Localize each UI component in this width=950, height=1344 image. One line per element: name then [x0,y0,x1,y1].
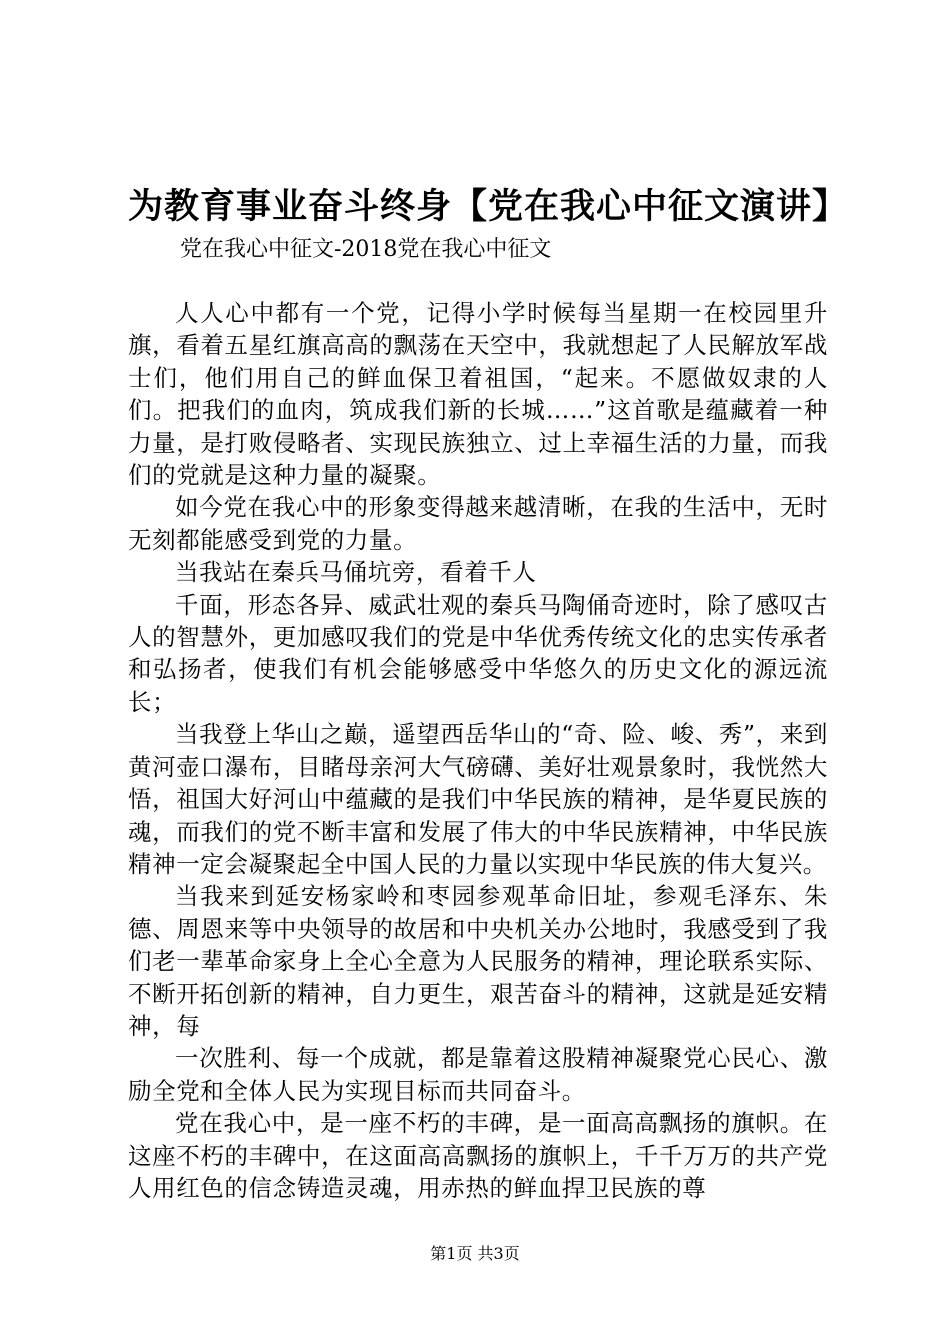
paragraph: 当我来到延安杨家岭和枣园参观革命旧址，参观毛泽东、朱德、周恩来等中央领导的故居和中央机关办公地时，我感受到了我们老一辈革命家身上全心全意为人民服务的精神，理论联系实际、不断开拓创新的精神，自力更生，艰苦奋斗的精神，这就是延安精神，每 [128,882,828,1040]
paragraph: 人人心中都有一个党，记得小学时候每当星期一在校园里升旗，看着五星红旗高高的飘荡在天空中，我就想起了人民解放军战士们，他们用自己的鲜血保卫着祖国，“起来。不愿做奴隶的人们。把我们的血肉，筑成我们新的长城……”这首歌是蕴藏着一种力量，是打败侵略者、实现民族独立、过上幸福生活的力量，而我们的党就是这种力量的凝聚。 [128,299,828,490]
paragraph: 如今党在我心中的形象变得越来越清晰，在我的生活中，无时无刻都能感受到党的力量。 [128,493,828,554]
page-footer: 第1页 共3页 [430,1244,520,1263]
paragraph: 千面，形态各异、威武壮观的秦兵马陶俑奇迹时，除了感叹古人的智慧外，更加感叹我们的党是中华优秀传统文化的忠实传承者和弘扬者，使我们有机会能够感受中华悠久的历史文化的源远流长； [128,590,828,716]
document-title: 为教育事业奋斗终身【党在我心中征文演讲】 [128,187,849,227]
document-body [128,297,828,1204]
paragraph: 当我登上华山之巅，遥望西岳华山的“奇、险、峻、秀”，来到黄河壶口瀑布，目睹母亲河大气磅礴、美好壮观景象时，我恍然大悟，祖国大好河山中蕴藏的是我们中华民族的精神，是华夏民族的魂，而我们的党不断丰富和发展了伟大的中华民族精神，中华民族精神一定会凝聚起全中国人民的力量以实现中华民族的伟大复兴。 [128,720,828,878]
paragraph: 一次胜利、每一个成就，都是靠着这股精神凝聚党心民心、激励全党和全体人民为实现目标而共同奋斗。 [128,1044,828,1105]
paragraph: 党在我心中，是一座不朽的丰碑，是一面高高飘扬的旗帜。在这座不朽的丰碑中，在这面高高飘扬的旗帜上，千千万万的共产党人用红色的信念铸造灵魂，用赤热的鲜血捍卫民族的尊 [128,1109,828,1202]
paragraph: 当我站在秦兵马俑坑旁，看着千人 [175,558,537,587]
document-subtitle: 党在我心中征文-2018党在我心中征文 [180,237,552,262]
